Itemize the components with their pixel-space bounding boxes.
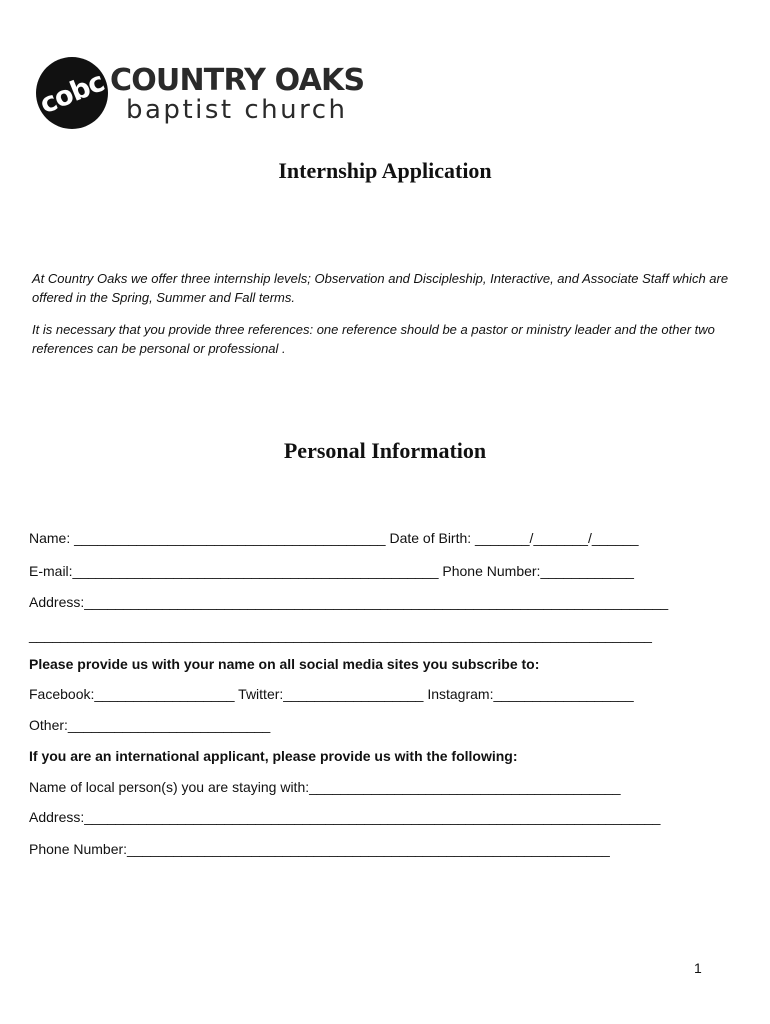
address-continued-field[interactable]: ________________________________________________________________________________: [29, 627, 652, 643]
logo-name-line1: COUNTRY OAKS: [110, 63, 365, 98]
personal-information-heading: Personal Information: [283, 438, 487, 463]
international-prompt: If you are an international applicant, please provide us with the following:: [29, 748, 518, 764]
document-title: Internship Application: [278, 158, 492, 183]
logo-circle-mark: [36, 57, 108, 129]
address-field[interactable]: Address:___________________________________________________________________________: [29, 594, 669, 610]
references-paragraph: It is necessary that you provide three references: one reference should be a pastor or ministry leader and the other two references can be personal or professional .: [32, 322, 715, 356]
other-social-field[interactable]: Other:__________________________: [29, 717, 271, 733]
intro-paragraph: At Country Oaks we offer three internship levels; Observation and Discipleship, Interactive, and Associate Staff which are offered in the Spring, Summer and Fall terms.: [32, 271, 729, 305]
church-logo: [36, 57, 376, 132]
logo-mark-text: cobc: [35, 66, 109, 120]
page-number: 1: [694, 960, 702, 976]
name-dob-field[interactable]: Name: ________________________________________ Date of Birth: _______/_______/______: [29, 530, 639, 546]
social-media-prompt: Please provide us with your name on all social media sites you subscribe to:: [29, 656, 540, 672]
international-address-field[interactable]: Address:__________________________________________________________________________: [29, 809, 661, 825]
social-media-fields[interactable]: Facebook:__________________ Twitter:__________________ Instagram:__________________: [29, 686, 634, 702]
logo-name-line2: baptist church: [126, 95, 348, 125]
email-phone-field[interactable]: E-mail:_______________________________________________ Phone Number:____________: [29, 563, 634, 579]
local-person-field[interactable]: Name of local person(s) you are staying with:________________________________________: [29, 779, 621, 795]
international-phone-field[interactable]: Phone Number:______________________________________________________________: [29, 841, 610, 857]
